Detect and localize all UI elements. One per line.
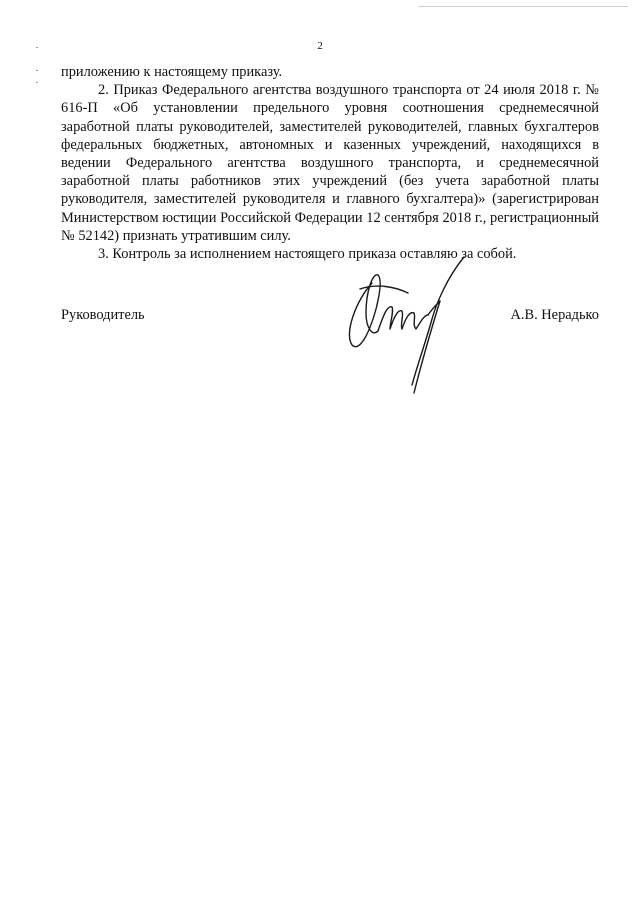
paragraph-continuation: приложению к настоящему приказу. — [61, 64, 283, 80]
scan-artifact-line — [418, 6, 628, 7]
signatory-name: А.В. Нерадько — [510, 307, 599, 323]
paragraph-item-3: 3. Контроль за исполнением настоящего приказа оставляю за собой. — [98, 246, 517, 263]
signatory-title: Руководитель — [61, 307, 145, 323]
signature-block — [61, 303, 599, 413]
page-number: 2 — [317, 40, 323, 52]
paragraph-item-2: 2. Приказ Федерального агентства воздушного транспорта от 24 июля 2018 г. № 616-П «Об установлении предельного уровня соотношения среднемесячной заработной платы руководителей, заместителей руководителей, главных бухгалтеров федеральных бюджетных, автономных и казенных учреждений, находящихся в ведении Федерального агентства воздушного транспорта, и среднемесячной заработной платы работников этих учреждений (без учета заработной платы руководителя, заместителей руководителя и главного бухгалтера)» (зарегистрирован Министерством юстиции Российской Федерации 12 сентября 2018 г., регистрационный № 52142) признать утратившим силу. — [61, 82, 599, 244]
handwritten-signature — [336, 253, 476, 403]
document-body — [61, 63, 599, 263]
scan-speck — [36, 82, 38, 83]
scan-speck — [36, 70, 38, 71]
